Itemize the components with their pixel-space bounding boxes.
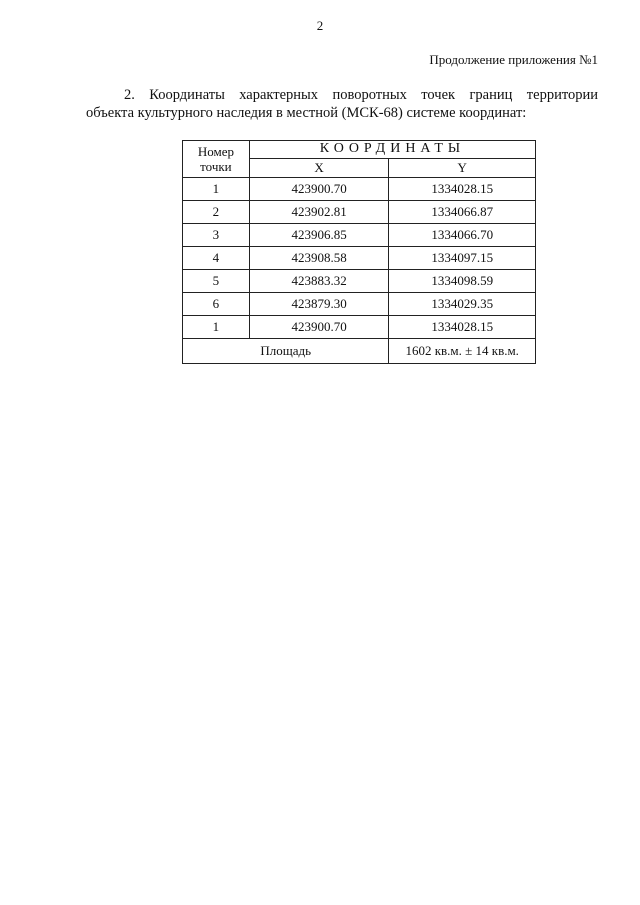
area-row <box>183 339 536 364</box>
cell-y: 1334066.87 <box>389 201 536 224</box>
section-heading-line-1: 2. Координаты характерных поворотных точек границ территории <box>124 87 598 103</box>
cell-point: 2 <box>183 201 250 224</box>
cell-y: 1334098.59 <box>389 270 536 293</box>
cell-y: 1334097.15 <box>389 247 536 270</box>
section-heading <box>86 86 598 122</box>
table-row <box>183 201 536 224</box>
cell-y: 1334028.15 <box>389 316 536 339</box>
area-label: Площадь <box>183 339 389 364</box>
cell-x: 423902.81 <box>249 201 389 224</box>
cell-x: 423908.58 <box>249 247 389 270</box>
header-coordinates: КООРДИНАТЫ <box>249 141 535 159</box>
cell-y: 1334066.70 <box>389 224 536 247</box>
table-row <box>183 224 536 247</box>
area-value: 1602 кв.м. ± 14 кв.м. <box>389 339 536 364</box>
cell-x: 423883.32 <box>249 270 389 293</box>
table-row <box>183 270 536 293</box>
header-y: Y <box>389 158 536 177</box>
cell-x: 423879.30 <box>249 293 389 316</box>
page-number: 2 <box>316 18 324 33</box>
header-point-line-2: точки <box>200 159 232 174</box>
cell-point: 5 <box>183 270 250 293</box>
cell-y: 1334028.15 <box>389 178 536 201</box>
table-row <box>183 178 536 201</box>
cell-x: 423900.70 <box>249 316 389 339</box>
header-point-number <box>183 141 250 178</box>
appendix-continuation-label: Продолжение приложения №1 <box>429 52 598 67</box>
cell-x: 423900.70 <box>249 178 389 201</box>
table-row <box>183 293 536 316</box>
cell-point: 1 <box>183 178 250 201</box>
coordinates-table <box>182 140 536 364</box>
cell-point: 3 <box>183 224 250 247</box>
cell-point: 4 <box>183 247 250 270</box>
cell-x: 423906.85 <box>249 224 389 247</box>
table-row <box>183 247 536 270</box>
header-x: X <box>249 158 389 177</box>
cell-point: 6 <box>183 293 250 316</box>
table-row <box>183 316 536 339</box>
section-heading-line-2: объекта культурного наследия в местной (МСК-68) системе координат: <box>86 105 527 121</box>
header-point-line-1: Номер <box>197 144 234 159</box>
cell-y: 1334029.35 <box>389 293 536 316</box>
cell-point: 1 <box>183 316 250 339</box>
